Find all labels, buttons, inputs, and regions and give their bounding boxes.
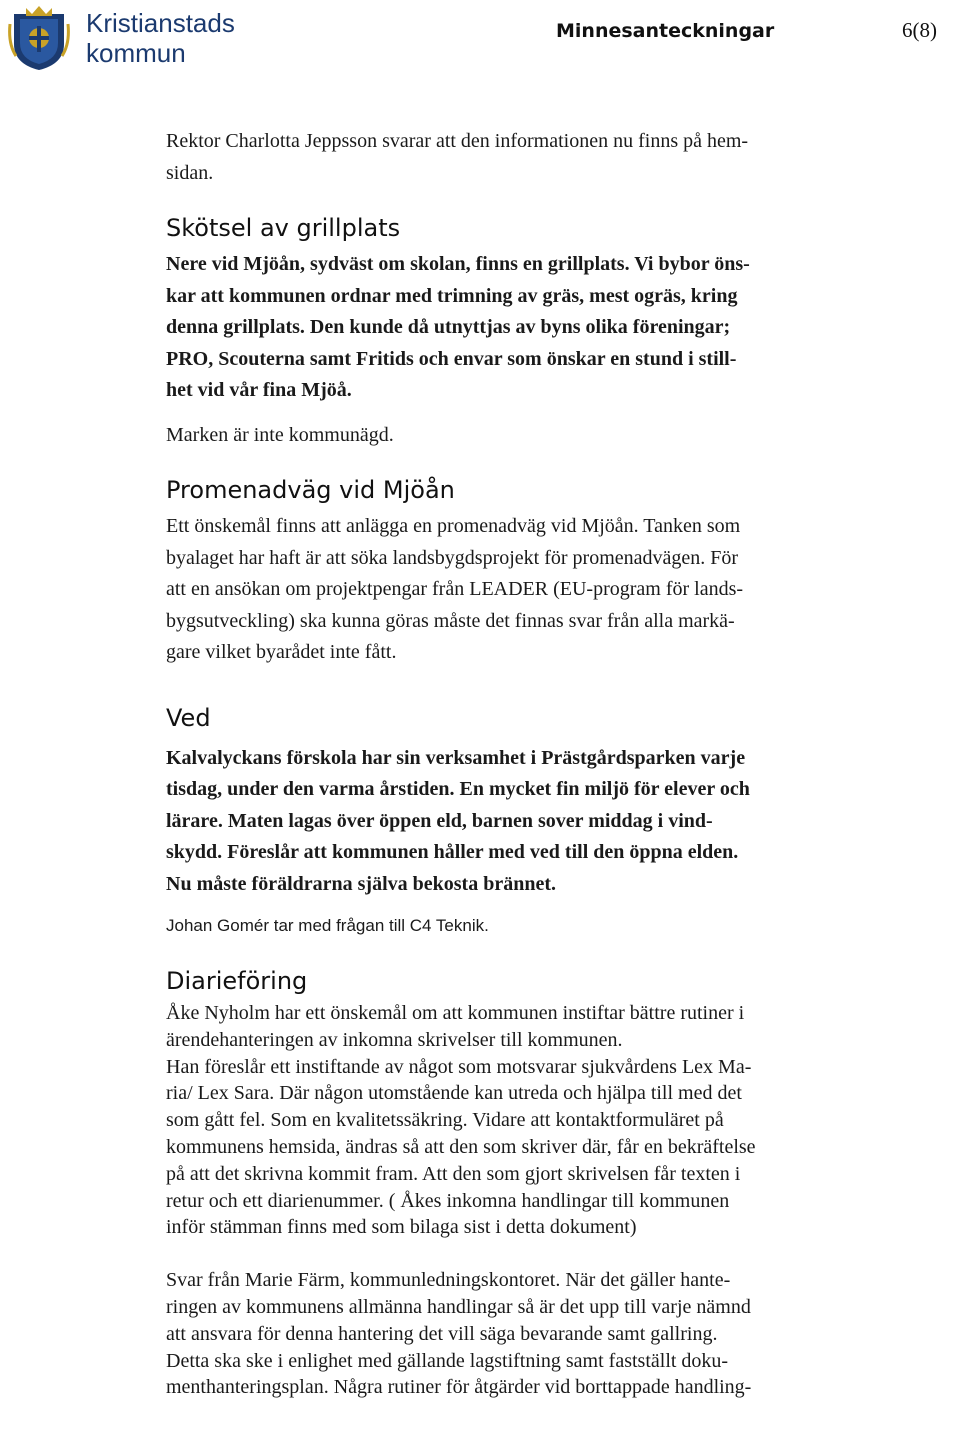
text-line: Han föreslår ett instiftande av något som motsvarar sjukvårdens Lex Ma- <box>166 1055 752 1078</box>
text-line: PRO, Scouterna samt Fritids och envar som önskar en stund i still- <box>166 347 737 370</box>
text-line: ria/ Lex Sara. Där någon utomstående kan utreda och hjälpa till med det <box>166 1082 742 1105</box>
question-paragraph <box>166 743 866 901</box>
text-line: kommunens hemsida, ändras så att den som skriver där, får en bekräftelse <box>166 1135 756 1158</box>
text-line: het vid vår fina Mjöå. <box>166 379 352 401</box>
text-line: Detta ska ske i enlighet med gällande lagstiftning samt fastställt doku- <box>166 1349 729 1372</box>
document-body <box>166 126 866 1401</box>
kristianstad-logo <box>8 4 248 74</box>
reply-paragraph <box>166 1267 866 1401</box>
question-paragraph <box>166 1000 866 1241</box>
answer-paragraph: Johan Gomér tar med frågan till C4 Teknik. <box>166 916 489 935</box>
text-line: Nu måste föräldrarna själva bekosta brännet. <box>166 872 556 895</box>
text-line: Åke Nyholm har ett önskemål om att kommunen instiftar bättre rutiner i <box>166 1002 745 1024</box>
text-line: sidan. <box>166 161 214 184</box>
section-heading: Skötsel av grillplats <box>166 214 401 242</box>
text-line: som gått fel. Som en kvalitetssäkring. Vidare att kontaktformuläret på <box>166 1109 724 1132</box>
text-line: ringen av kommunens allmänna handlingar så är det upp till varje nämnd <box>166 1295 751 1318</box>
logo-text-line1: Kristianstads <box>86 8 235 38</box>
answer-paragraph: Marken är inte kommunägd. <box>166 423 394 446</box>
coat-of-arms-icon <box>8 4 70 72</box>
page-number: 6(8) <box>902 18 937 42</box>
section-heading: Ved <box>166 703 211 732</box>
intro-paragraph <box>166 126 866 189</box>
document-title: Minnesanteckningar <box>556 20 775 42</box>
text-line: att ansvara för denna hantering det vill säga bevarande samt gallring. <box>166 1322 718 1345</box>
text-line: på att det skrivna kommit fram. Att den som gjort skrivelsen får texten i <box>166 1162 741 1185</box>
text-line: kar att kommunen ordnar med trimning av gräs, mest ogräs, kring <box>166 284 738 307</box>
page-header <box>0 0 960 80</box>
text-line: tisdag, under den varma årstiden. En mycket fin miljö för elever och <box>166 778 750 800</box>
text-line: denna grillplats. Den kunde då utnyttjas av byns olika föreningar; <box>166 316 731 338</box>
text-line: inför stämman finns med som bilaga sist i detta dokument) <box>166 1216 637 1239</box>
text-line: gare vilket byarådet inte fått. <box>166 641 397 663</box>
question-paragraph <box>166 249 866 407</box>
text-line: lärare. Maten lagas över öppen eld, barnen sover middag i vind- <box>166 809 713 832</box>
text-line: skydd. Föreslår att kommunen håller med ved till den öppna elden. <box>166 841 739 863</box>
text-line: Ett önskemål finns att anlägga en promenadväg vid Mjöån. Tanken som <box>166 515 741 537</box>
text-line: Nere vid Mjöån, sydväst om skolan, finns en grillplats. Vi bybor öns- <box>166 253 750 275</box>
text-line: ärendehanteringen av inkomna skrivelser till kommunen. <box>166 1028 623 1051</box>
section-heading: Promenadväg vid Mjöån <box>166 476 455 504</box>
text-line: Rektor Charlotta Jeppsson svarar att den informationen nu finns på hem- <box>166 130 749 152</box>
text-line: Svar från Marie Färm, kommunledningskontoret. När det gäller hante- <box>166 1269 731 1292</box>
logo-text-line2: kommun <box>86 38 186 68</box>
text-line: att en ansökan om projektpengar från LEADER (EU-program för lands- <box>166 578 744 600</box>
text-line: retur och ett diarienummer. ( Åkes inkomna handlingar till kommunen <box>166 1189 730 1212</box>
text-line: menthanteringsplan. Några rutiner för åtgärder vid borttappade handling- <box>166 1376 752 1399</box>
text-line: Kalvalyckans förskola har sin verksamhet i Prästgårdsparken varje <box>166 746 746 769</box>
text-line: bygsutveckling) ska kunna göras måste det finnas svar från alla markä- <box>166 609 735 632</box>
text-line: byalaget har haft är att söka landsbygdsprojekt för promenadvägen. För <box>166 546 739 569</box>
section-heading: Diarieföring <box>166 967 308 995</box>
question-paragraph <box>166 511 866 669</box>
